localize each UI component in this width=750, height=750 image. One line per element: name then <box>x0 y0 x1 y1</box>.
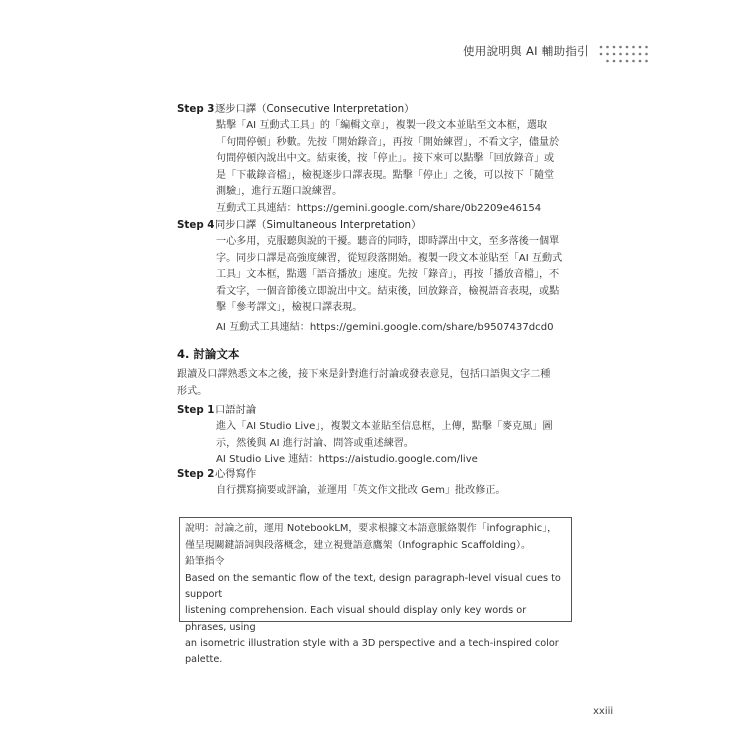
step-3-heading <box>177 101 414 118</box>
decorative-dot <box>606 53 609 56</box>
step-4-body <box>216 234 571 337</box>
discussion-step-1-body <box>216 419 571 469</box>
body-line: 一心多用，克服聽與說的干擾。聽音的同時，即時譯出中文，至多落後一個單 <box>216 236 560 247</box>
step-title: 心得寫作 <box>215 468 257 480</box>
decorative-dot <box>619 46 622 49</box>
decorative-dot <box>606 46 609 49</box>
section-heading: 4. 討論文本 <box>177 347 240 361</box>
step-title: 逐步口譯（Consecutive Interpretation） <box>215 103 415 115</box>
body-line: 看文字，一個音節後立即說出中文。結束後，回放錄音，檢視語音表現，或點 <box>216 285 560 297</box>
decorative-dot <box>619 53 622 56</box>
decorative-dot <box>632 46 635 49</box>
decorative-dot <box>645 53 648 56</box>
step-label: Step 3 <box>177 103 215 115</box>
body-line: 點擊「AI 互動式工具」的「編輯文章」，複製一段文本並貼至文本框，選取 <box>216 120 548 131</box>
decorative-dot <box>645 46 648 49</box>
tool-link[interactable]: AI 互動式工具連結：https://gemini.google.com/share/b9507437dcd0 <box>216 321 554 333</box>
body-line: 句間停頓內說出中文。結束後，按「停止」。接下來可以點擊「回放錄音」或 <box>216 153 555 165</box>
step-3-body <box>216 118 571 218</box>
note-box <box>179 517 572 666</box>
intro-line: 形式。 <box>177 385 208 397</box>
body-line: 「句間停頓」秒數。先按「開始錄音」，再按「開始練習」，不看文字，儘量於 <box>216 136 560 148</box>
step-4-heading <box>177 217 421 234</box>
body-line: 工具」文本框，點選「語音播放」速度。先按「錄音」，再按「播放音檔」，不 <box>216 269 560 281</box>
decorative-dot <box>613 60 616 63</box>
decorative-dot-grid <box>599 45 649 65</box>
decorative-dot <box>619 60 622 63</box>
page-number: xxiii <box>593 706 614 717</box>
intro-line: 跟讀及口譯熟悉文本之後，接下來是針對進行討論或發表意見，包括口語與文字二種 <box>177 369 551 380</box>
decorative-dot <box>606 60 609 63</box>
decorative-dot <box>639 46 642 49</box>
note-line: 說明：討論之前，運用 NotebookLM，要求根據文本語意脈絡製作「infographic」， <box>185 523 558 534</box>
prompt-text-line: listening comprehension. Each visual should display only key words or phrases, using <box>185 605 527 633</box>
body-line: 示，然後與 AI 進行討論、問答或重述練習。 <box>216 437 414 449</box>
decorative-dot <box>626 53 629 56</box>
decorative-dot <box>613 46 616 49</box>
running-header-title: 使用說明與 AI 輔助指引 <box>463 44 589 58</box>
decorative-dot <box>639 60 642 63</box>
decorative-dot <box>645 60 648 63</box>
body-line: 測驗」，進行五題口說練習。 <box>216 186 343 198</box>
decorative-dot <box>626 46 629 49</box>
discussion-step-2-body <box>216 483 571 500</box>
step-label: Step 2 <box>177 468 215 480</box>
prompt-text-line: Based on the semantic flow of the text, design paragraph-level visual cues to support <box>185 572 561 601</box>
body-line: 自行撰寫摘要或評論，並運用「英文作文批改 Gem」批改修正。 <box>216 485 506 496</box>
decorative-dot <box>639 53 642 56</box>
step-label: Step 1 <box>177 404 215 416</box>
body-line: 進入「AI Studio Live」，複製文本並貼至信息框，上傳，點擊「麥克風」圖 <box>216 421 553 432</box>
discussion-step-2-heading <box>177 466 256 483</box>
body-line: 擊「參考譯文」，檢視口譯表現。 <box>216 302 363 314</box>
step-label: Step 4 <box>177 219 215 231</box>
tool-link[interactable]: AI Studio Live 連結：https://aistudio.google.com/live <box>216 454 478 466</box>
note-line: 僅呈現關鍵語詞與段落概念，建立視覺語意鷹架（Infographic Scaffolding）。 <box>185 539 531 551</box>
discussion-step-1-heading <box>177 402 256 419</box>
prompt-text-line: an isometric illustration style with a 3D perspective and a tech-inspired color palette. <box>185 637 559 666</box>
step-title: 同步口譯（Simultaneous Interpretation） <box>215 219 422 231</box>
tool-link[interactable]: 互動式工具連結：https://gemini.google.com/share/0b2209e46154 <box>216 202 542 214</box>
decorative-dot <box>632 60 635 63</box>
decorative-dot <box>600 53 603 56</box>
step-title: 口語討論 <box>215 404 257 416</box>
decorative-dot <box>632 53 635 56</box>
decorative-dot <box>626 60 629 63</box>
body-line: 是「下載錄音檔」，檢視逐步口譯表現。點擊「停止」之後，可以按下「隨堂 <box>216 169 555 181</box>
prompt-label: 鉛筆指令 <box>185 556 225 568</box>
section-intro <box>177 367 577 401</box>
body-line: 字。同步口譯是高強度練習，從短段落開始。複製一段文本並貼至「AI 互動式 <box>216 252 563 264</box>
decorative-dot <box>600 46 603 49</box>
decorative-dot <box>613 53 616 56</box>
